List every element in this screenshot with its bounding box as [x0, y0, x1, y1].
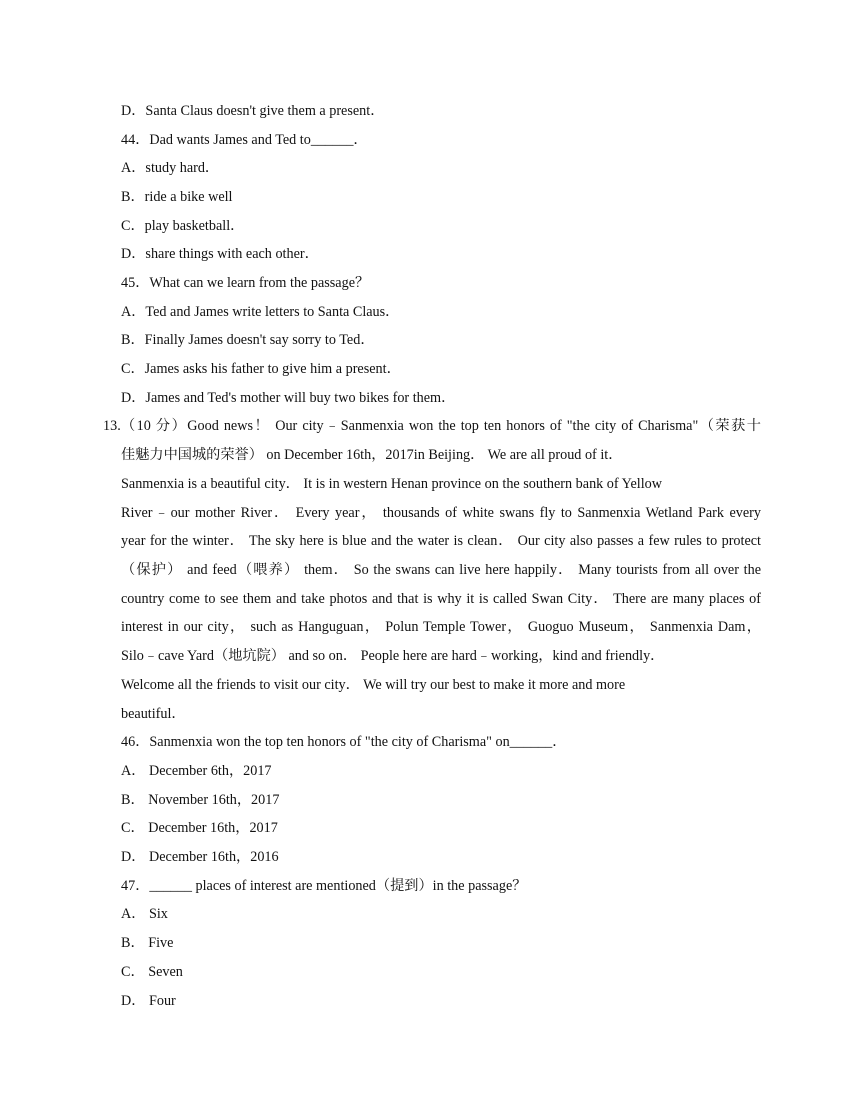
passage-line: Welcome all the friends to visit our city． We will try our best to make it more and more: [121, 677, 626, 693]
q44-option-d: D．share things with each other．: [121, 246, 319, 262]
option-d-prev: D．Santa Claus doesn't give them a present．: [121, 103, 385, 119]
q45-option-a: A．Ted and James write letters to Santa Claus．: [121, 304, 400, 320]
passage-line: River﹣our mother River． Every year， thousands of white swans fly to Sanmenxia Wetland Park every: [121, 505, 761, 521]
q44-option-b: B．ride a bike well: [121, 189, 233, 205]
q46-option-d: D． December 16th，2016: [121, 849, 279, 865]
question-44-stem: 44．Dad wants James and Ted to______．: [121, 132, 368, 148]
question-46-stem: 46．Sanmenxia won the top ten honors of "the city of Charisma" on______．: [121, 734, 567, 750]
q44-option-a: A．study hard．: [121, 160, 220, 176]
question-47-stem: 47．______ places of interest are mentioned（提到）in the passage？: [121, 878, 527, 894]
q45-option-c: C．James asks his father to give him a present．: [121, 361, 401, 377]
q46-option-a: A． December 6th，2017: [121, 763, 272, 779]
q47-option-c: C． Seven: [121, 964, 183, 980]
passage-line: Silo﹣cave Yard（地坑院） and so on． People here are hard﹣working，kind and friendly．: [121, 648, 665, 664]
passage-line: Sanmenxia is a beautiful city． It is in western Henan province on the southern bank of Yellow: [121, 476, 662, 492]
passage-line: （10 分）Good news！ Our city﹣Sanmenxia won the top ten honors of "the city of Charisma"（荣获十: [121, 418, 761, 434]
q44-option-c: C．play basketball．: [121, 218, 245, 234]
q46-option-c: C． December 16th，2017: [121, 820, 278, 836]
passage-number: 13.: [103, 418, 121, 434]
passage-line: country come to see them and take photos and that is why it is called Swan City． There are many places of: [121, 591, 761, 607]
passage-line: （保护） and feed（喂养） them． So the swans can live here happily． Many tourists from all over the: [121, 562, 761, 578]
passage-line: interest in our city， such as Hanguguan， Polun Temple Tower， Guoguo Museum， Sanmenxia Dam，: [121, 619, 761, 635]
q45-option-d: D．James and Ted's mother will buy two bikes for them．: [121, 390, 456, 406]
passage-line: beautiful．: [121, 706, 186, 722]
passage-line: 佳魅力中国城的荣誉） on December 16th，2017in Beijing． We are all proud of it．: [121, 447, 623, 463]
passage-line: year for the winter． The sky here is blue and the water is clean． Our city also passes a few rules to protect: [121, 533, 761, 549]
q46-option-b: B． November 16th，2017: [121, 792, 280, 808]
q47-option-a: A． Six: [121, 906, 168, 922]
q47-option-d: D． Four: [121, 993, 176, 1009]
q47-option-b: B． Five: [121, 935, 174, 951]
question-45-stem: 45．What can we learn from the passage？: [121, 275, 370, 291]
q45-option-b: B．Finally James doesn't say sorry to Ted．: [121, 332, 375, 348]
